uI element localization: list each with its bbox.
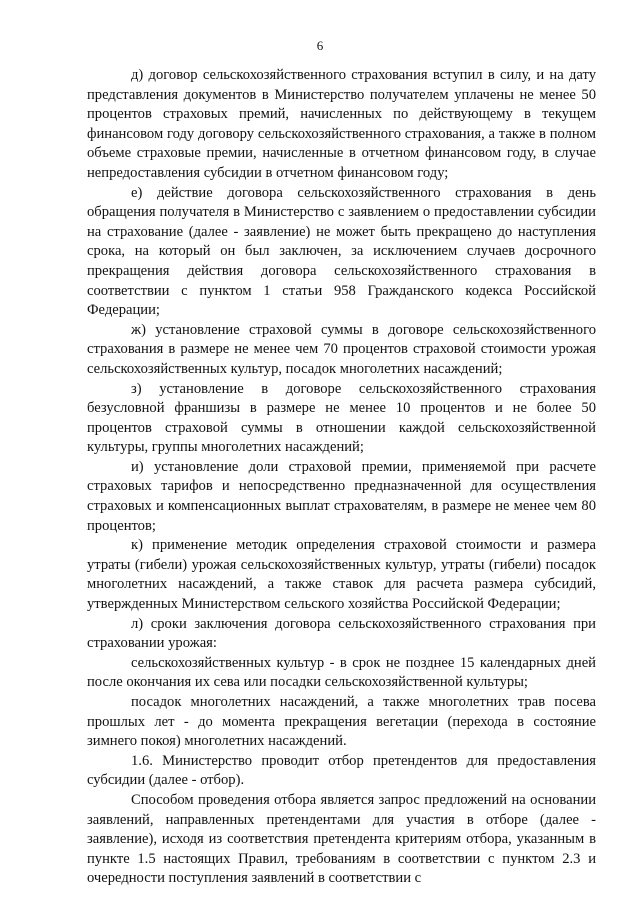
paragraph-d: д) договор сельскохозяйственного страхования вступил в силу, и на дату представления документов в Министерство получателем уплачены не менее 50 процентов страховых премий, начисленных по действующему в текущем финансовом году договору сельскохозяйственного страхования, а также в полном объеме страховые премии, начисленные в отчетном финансовом году, в случае непредоставления субсидии в отчетном финансовом году; [87,67,596,181]
document-body [87,66,596,889]
paragraph-e: е) действие договора сельскохозяйственного страхования в день обращения получателя в Министерство с заявлением о предоставлении субсидии на страхование (далее - заявление) не может быть прекращено до наступления срока, на который он был заключен, за исключением случаев досрочного прекращения действия договора сельскохозяйственного страхования в соответствии с пунктом 1 статьи 958 Гражданского кодекса Российской Федерации; [87,184,596,319]
paragraph-l-crops: сельскохозяйственных культур - в срок не позднее 15 календарных дней после окончания их сева или посадки сельскохозяйственной культуры; [87,654,596,691]
paragraph-k: к) применение методик определения страховой стоимости и размера утраты (гибели) урожая сельскохозяйственных культур, утраты (гибели) посадок многолетних насаждений, а также ставок для расчета размера субсидий, утвержденных Министерством сельского хозяйства Российской Федерации; [87,537,596,613]
paragraph-l: л) сроки заключения договора сельскохозяйственного страхования при страховании урожая: [87,615,596,652]
paragraph-selection-method: Способом проведения отбора является запрос предложений на основании заявлений, направленных претендентами для участия в отборе (далее - заявление), исходя из соответствия претендента критериям отбора, указанным в пункте 1.5 настоящих Правил, требованиям в соответствии с пунктом 2.3 и очередности поступления заявлений в соответствии с [87,791,596,887]
page-number: 6 [316,38,324,53]
paragraph-z: з) установление в договоре сельскохозяйственного страхования безусловной франшизы в размере не менее 10 процентов и не более 50 процентов страховой суммы в отношении каждой сельскохозяйственной культуры, группы многолетних насаждений; [87,380,596,456]
paragraph-l-perennials: посадок многолетних насаждений, а также многолетних трав посева прошлых лет - до момента прекращения вегетации (перехода в состояние зимнего покоя) многолетних насаждений. [87,694,596,750]
paragraph-i: и) установление доли страховой премии, применяемой при расчете страховых тарифов и непосредственно предназначенной для осуществления страховых и компенсационных выплат страхователям, в размере не менее чем 80 процентов; [87,458,596,534]
paragraph-zh: ж) установление страховой суммы в договоре сельскохозяйственного страхования в размере не менее чем 70 процентов страховой стоимости урожая сельскохозяйственных культур, посадок многолетних насаждений; [87,321,596,377]
paragraph-1-6: 1.6. Министерство проводит отбор претендентов для предоставления субсидии (далее - отбор). [87,752,596,789]
